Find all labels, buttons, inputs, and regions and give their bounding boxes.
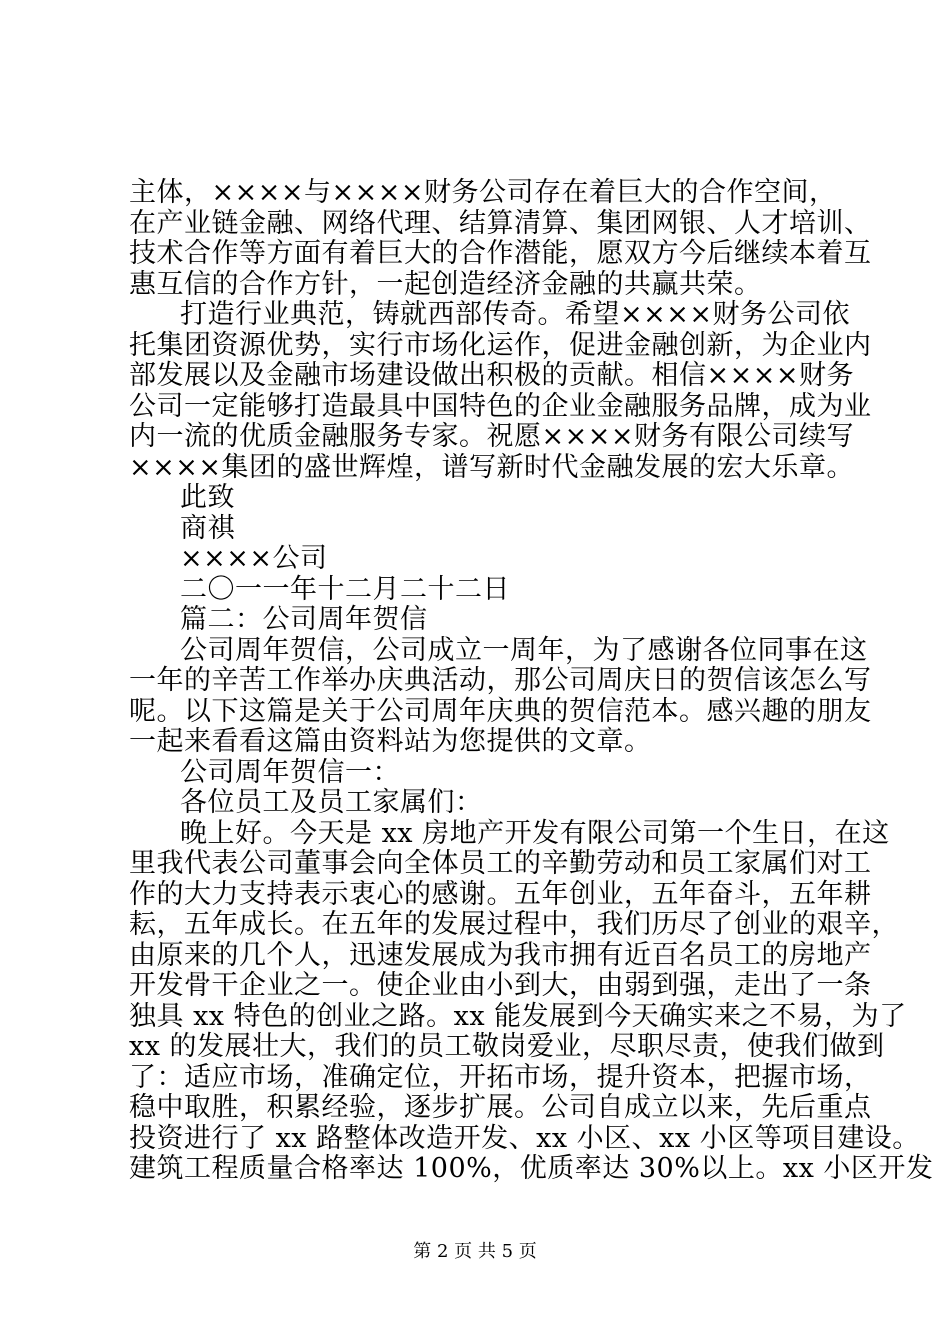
text-line: 打造行业典范，铸就西部传奇。希望××××财务公司依 xyxy=(180,299,850,330)
text-line: 开发骨干企业之一。使企业由小到大，由弱到强，走出了一条 xyxy=(129,970,872,1001)
text-line: 由原来的几个人，迅速发展成为我市拥有近百名员工的房地产 xyxy=(129,939,872,971)
text-line: 作的大力支持表示衷心的感谢。五年创业，五年奋斗，五年耕 xyxy=(129,878,872,910)
text-line: 公司周年贺信，公司成立一周年，为了感谢各位同事在这 xyxy=(180,634,868,666)
text-line: 投资进行了 xx 路整体改造开发、xx 小区、xx 小区等项目建设。 xyxy=(129,1122,920,1154)
subsection-heading: 公司周年贺信一： xyxy=(180,756,400,788)
text-line: xx 的发展壮大，我们的员工敬岗爱业，尽职尽责，使我们做到 xyxy=(129,1031,885,1062)
text-line: 内一流的优质金融服务专家。祝愿××××财务有限公司续写 xyxy=(129,421,854,452)
closing-salutation: 此致 xyxy=(180,482,235,513)
closing-greeting: 商祺 xyxy=(180,512,235,544)
letter-salutation: 各位员工及员工家属们： xyxy=(180,787,483,818)
text-line: 了：适应市场，准确定位，开拓市场，提升资本，把握市场， xyxy=(129,1061,872,1093)
text-line: 独具 xx 特色的创业之路。xx 能发展到今天确实来之不易，为了 xyxy=(129,1000,907,1032)
section-heading: 篇二：公司周年贺信 xyxy=(180,604,428,635)
text-line: 技术合作等方面有着巨大的合作潜能，愿双方今后继续本着互 xyxy=(129,238,872,269)
text-line: 一起来看看这篇由资料站为您提供的文章。 xyxy=(129,726,652,757)
text-line: 公司一定能够打造最具中国特色的企业金融服务品牌，成为业 xyxy=(129,390,872,422)
text-line: ××××集团的盛世辉煌，谱写新时代金融发展的宏大乐章。 xyxy=(129,451,854,483)
text-line: 晚上好。今天是 xx 房地产开发有限公司第一个生日，在这 xyxy=(180,817,890,849)
page-footer: 第 2 页 共 5 页 xyxy=(413,1241,537,1262)
text-line: 托集团资源优势，实行市场化运作，促进金融创新，为企业内 xyxy=(129,329,872,361)
text-line: 呢。以下这篇是关于公司周年庆典的贺信范本。感兴趣的朋友 xyxy=(129,695,872,727)
signature-date: 二〇一一年十二月二十二日 xyxy=(180,573,510,605)
text-line: 耘，五年成长。在五年的发展过程中，我们历尽了创业的艰辛， xyxy=(129,909,899,940)
signature-company: ××××公司 xyxy=(180,543,328,574)
text-line: 部发展以及金融市场建设做出积极的贡献。相信××××财务 xyxy=(129,360,854,391)
text-line: 一年的辛苦工作举办庆典活动，那公司周庆日的贺信该怎么写 xyxy=(129,665,872,696)
text-line: 惠互信的合作方针，一起创造经济金融的共赢共荣。 xyxy=(129,268,762,300)
text-line: 主体，××××与××××财务公司存在着巨大的合作空间， xyxy=(129,177,837,208)
text-line: 稳中取胜，积累经验，逐步扩展。公司自成立以来，先后重点 xyxy=(129,1092,872,1123)
text-line: 在产业链金融、网络代理、结算清算、集团网银、人才培训、 xyxy=(129,207,872,239)
text-line: 建筑工程质量合格率达 100%，优质率达 30%以上。xx 小区开发 xyxy=(129,1153,934,1184)
text-line: 里我代表公司董事会向全体员工的辛勤劳动和员工家属们对工 xyxy=(129,848,872,879)
